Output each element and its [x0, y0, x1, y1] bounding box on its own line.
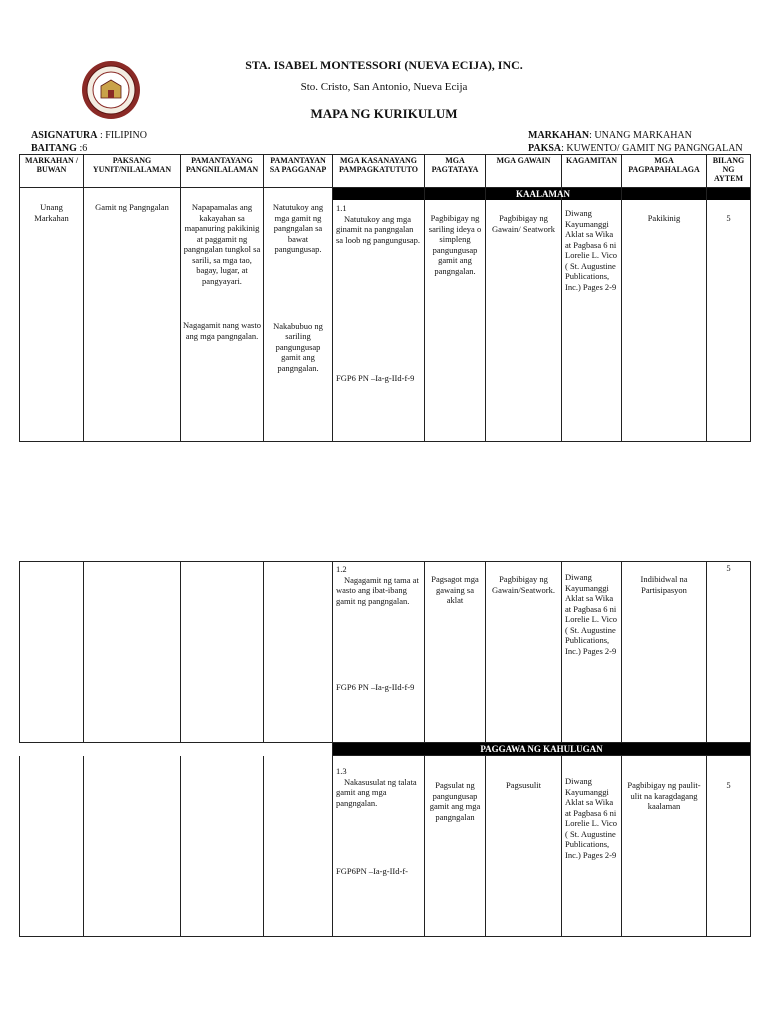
- bilang-cell: 5: [707, 562, 751, 743]
- markahan-line: MARKAHAN: UNANG MARKAHAN: [528, 130, 692, 141]
- paksa-cell: Gamit ng Pangngalan: [84, 188, 181, 442]
- table-row: [20, 756, 751, 937]
- gawain-cell: Pagsusulit: [486, 756, 562, 937]
- table-row: [20, 562, 751, 743]
- col-bilang: BILANG NG AYTEM: [707, 155, 751, 188]
- kagamitan-cell: Diwang Kayumanggi Aklat sa Wika at Pagbasa 6 ni Lorelie L. Vico ( St. Augustine Publications, Inc.) Pages 2-9: [562, 756, 622, 937]
- school-address: Sto. Cristo, San Antonio, Nueva Ecija: [300, 81, 468, 93]
- col-gawain: MGA GAWAIN: [486, 155, 562, 188]
- pagtataya-cell: Pagbibigay ng sariling ideya o simpleng pangungusap gamit ang pangngalan.: [425, 188, 486, 442]
- gawain-cell: Pagbibigay ng Gawain/Seatwork.: [486, 562, 562, 743]
- pagganap-cell: Natutukoy ang mga gamit ng pangngalan sa bawat pangungusap. Nakabubuo ng sariling pangungusap gamit ang pangngalan.: [264, 188, 333, 442]
- header-row: [20, 155, 751, 188]
- pagpapahalaga-cell: Pagbibigay ng paulit-ulit na karagdagang kaalaman: [622, 756, 707, 937]
- empty-cell: [181, 756, 264, 937]
- kasanayan-cell: 1.2 Nagagamit ng tama at wasto ang ibat-ibang gamit ng pangngalan. FGP6 PN –Ia-g-IId-f-9: [333, 562, 425, 743]
- col-markahan: MARKAHAN / BUWAN: [20, 155, 84, 188]
- empty-cell: [181, 562, 264, 743]
- baitang-line: BAITANG :6: [31, 143, 88, 154]
- empty-cell: [20, 756, 84, 937]
- paggawa-band-label: PAGGAWA NG KAHULUGAN: [333, 743, 751, 756]
- col-kagamitan: KAGAMITAN: [562, 155, 622, 188]
- curriculum-table-2: [19, 561, 751, 937]
- col-kasanayan: MGA KASANAYANG PAMPAGKATUTUTO: [333, 155, 425, 188]
- pamantayang-cell: Napapamalas ang kakayahan sa mapanuring pakikinig at paggamit ng pangngalan tungkol sa sarili, sa mga tao, bagay, lugar, at pangyayari. Nagagamit nang wasto ang mga pangngalan.: [181, 188, 264, 442]
- col-pamantayan-sa-pagganap: PAMANTAYAN SA PAGGANAP: [264, 155, 333, 188]
- empty-cell: [84, 562, 181, 743]
- pagtataya-cell: Pagsagot mga gawaing sa aklat: [425, 562, 486, 743]
- empty-cell: [84, 756, 181, 937]
- kagamitan-cell: Diwang Kayumanggi Aklat sa Wika at Pagbasa 6 ni Lorelie L. Vico ( St. Augustine Publications, Inc.) Pages 2-9: [562, 562, 622, 743]
- bilang-cell: 5: [707, 188, 751, 442]
- kasanayan-cell: 1.3 Nakasusulat ng talata gamit ang mga pangngalan. FGP6PN –Ia-g-IId-f-: [333, 756, 425, 937]
- school-name: STA. ISABEL MONTESSORI (NUEVA ECIJA), INC.: [245, 58, 523, 72]
- markahan-cell: Unang Markahan: [20, 188, 84, 442]
- empty-cell: [264, 562, 333, 743]
- col-paksang-yunit: PAKSANG YUNIT/NILALAMAN: [84, 155, 181, 188]
- col-pagtataya: MGA PAGTATAYA: [425, 155, 486, 188]
- table-row: [20, 188, 751, 442]
- kaalaman-band-label: KAALAMAN: [516, 189, 570, 199]
- document-title: MAPA NG KURIKULUM: [310, 106, 458, 121]
- empty-cell: [264, 756, 333, 937]
- col-pamantayang-pangnilalaman: PAMANTAYANG PANGNILALAMAN: [181, 155, 264, 188]
- bilang-cell: 5: [707, 756, 751, 937]
- col-pagpapahalaga: MGA PAGPAPAHALAGA: [622, 155, 707, 188]
- paksa-line: PAKSA: KUWENTO/ GAMIT NG PANGNGALAN: [528, 143, 743, 154]
- asignatura-line: ASIGNATURA : FILIPINO: [31, 130, 147, 141]
- pagpapahalaga-cell: Pakikinig: [622, 188, 707, 442]
- curriculum-table-1: [19, 154, 751, 442]
- kasanayan-cell: 1.1 Natutukoy ang mga ginamit na pangngalan sa loob ng pangungusap. FGP6 PN –Ia-g-IId-f-9: [333, 188, 425, 442]
- pagtataya-cell: Pagsulat ng pangungusap gamit ang mga pangngalan: [425, 756, 486, 937]
- empty-cell: [20, 562, 84, 743]
- kagamitan-cell: Diwang Kayumanggi Aklat sa Wika at Pagbasa 6 ni Lorelie L. Vico ( St. Augustine Publications, Inc.) Pages 2-9: [562, 188, 622, 442]
- pagpapahalaga-cell: Indibidwal na Partisipasyon: [622, 562, 707, 743]
- band-row: [20, 743, 751, 756]
- gawain-cell: KAALAMAN Pagbibigay ng Gawain/ Seatwork: [486, 188, 562, 442]
